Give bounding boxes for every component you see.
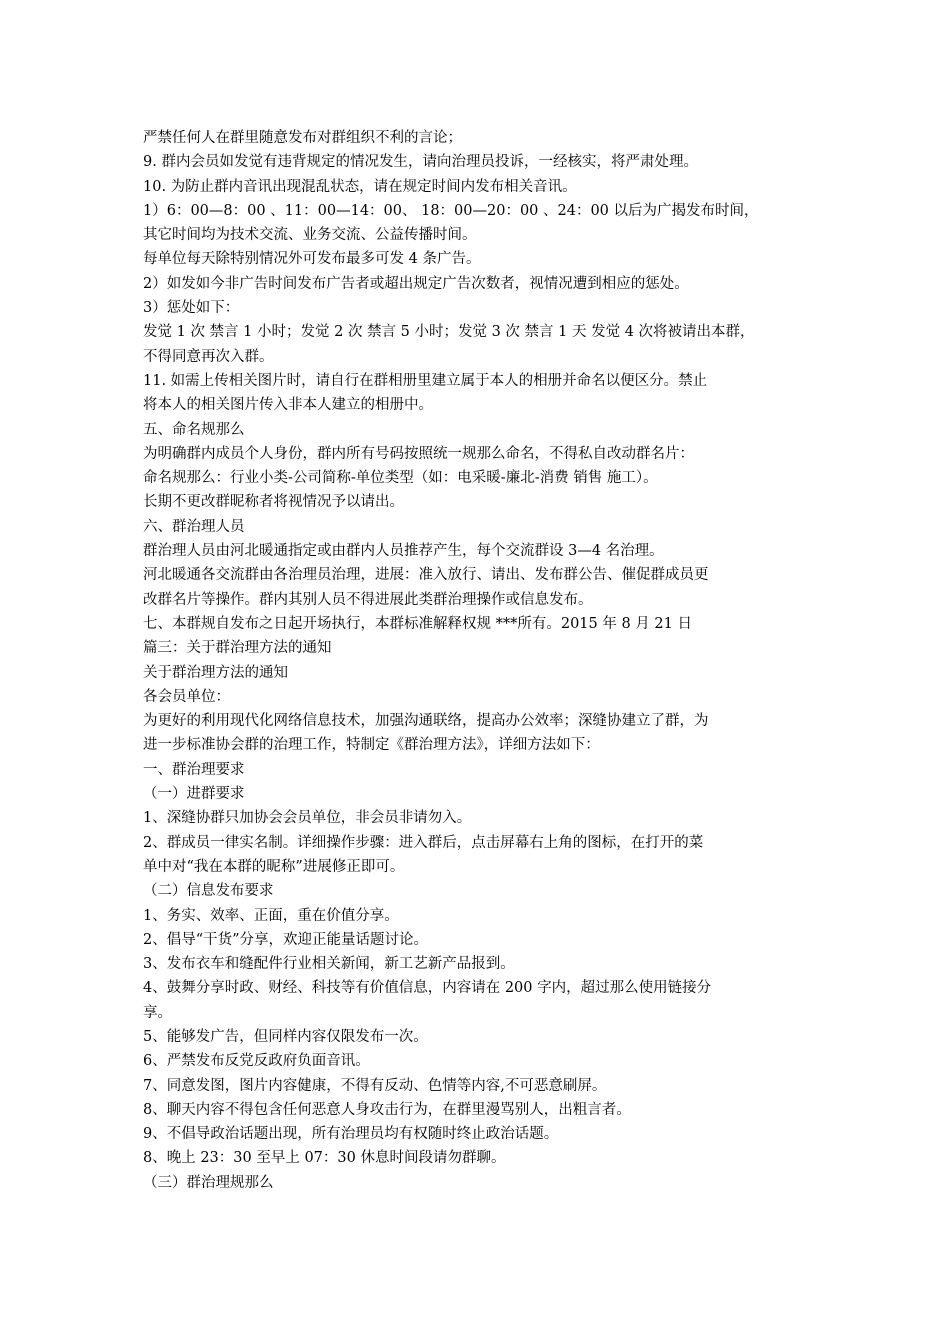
subsection-heading: （一）进群要求 <box>143 786 245 803</box>
text-line: 享。 <box>143 1004 172 1021</box>
text-line: 每单位每天除特别情况外可发布最多可发 4 条广告。 <box>143 251 481 268</box>
text-line: 8、晚上 23：30 至早上 07：30 休息时间段请勿群聊。 <box>143 1150 506 1167</box>
text-line: 9. 群内会员如发觉有违背规定的情况发生，请向治理员投诉，一经核实，将严肃处理。 <box>143 154 698 171</box>
text-line: 发觉 1 次 禁言 1 小时；发觉 2 次 禁言 5 小时；发觉 3 次 禁言 1 天 发觉 4 次将被请出本群， <box>143 324 755 341</box>
text-line: 3）惩处如下： <box>143 300 240 317</box>
document-body <box>143 126 823 1195</box>
text-line: 9、不倡导政治话题出现，所有治理员均有权随时终止政治话题。 <box>143 1126 559 1143</box>
text-line: 7、同意发图，图片内容健康，不得有反动、色情等内容,不可恶意刷屏。 <box>143 1077 607 1094</box>
text-line: 5、能够发广告，但同样内容仅限发布一次。 <box>143 1028 428 1045</box>
text-line: 其它时间均为技术交流、业务交流、公益传播时间。 <box>143 227 477 244</box>
text-line: 命名规那么：行业小类-公司简称-单位类型（如：电采暖-廉北-消费 销售 施工）。 <box>143 470 658 487</box>
text-line: 3、发布衣车和缝配件行业相关新闻，新工艺新产品报到。 <box>143 956 515 973</box>
text-line: 改群名片等操作。群内其别人员不得进展此类群治理操作或信息发布。 <box>143 591 593 608</box>
salutation: 各会员单位： <box>143 688 230 705</box>
article-title: 篇三：关于群治理方法的通知 <box>143 640 332 657</box>
text-line: 10. 为防止群内音讯出现混乱状态，请在规定时间内发布相关音讯。 <box>143 178 577 195</box>
text-line: 4、鼓舞分享时政、财经、科技等有价值信息，内容请在 200 字内，超过那么使用链接分 <box>143 980 712 997</box>
notice-title: 关于群治理方法的通知 <box>143 664 288 681</box>
section-heading: 五、命名规那么 <box>143 421 245 438</box>
subsection-heading: （三）群治理规那么 <box>143 1174 274 1191</box>
text-line: 进一步标准协会群的治理工作，特制定《群治理方法》，详细方法如下： <box>143 737 600 754</box>
text-line: 群治理人员由河北暖通指定或由群内人员推荐产生，每个交流群设 3—4 名治理。 <box>143 543 664 560</box>
text-line: 河北暖通各交流群由各治理员治理，进展：准入放行、请出、发布群公告、催促群成员更 <box>143 567 709 584</box>
text-line: 为明确群内成员个人身份，群内所有号码按照统一规那么命名，不得私自改动群名片： <box>143 445 694 462</box>
text-line: 2）如发如今非广告时间发布广告者或超出规定广告次数者，视情况遭到相应的惩处。 <box>143 275 689 292</box>
text-line: 将本人的相关图片传入非本人建立的相册中。 <box>143 397 433 414</box>
text-line: 严禁任何人在群里随意发布对群组织不利的言论； <box>143 130 462 146</box>
text-line: 1）6：00—8：00 、11：00—14：00、 18：00—20：00 、24：00 以后为广揭发布时间， <box>143 202 759 219</box>
text-line: 1、务实、效率、正面，重在价值分享。 <box>143 907 399 924</box>
text-line: 单中对“我在本群的昵称”进展修正即可。 <box>143 858 405 875</box>
text-line: 为更好的利用现代化网络信息技术，加强沟通联络，提高办公效率；深缝协建立了群，为 <box>143 713 709 730</box>
section-heading: 六、群治理人员 <box>143 518 245 535</box>
text-line: 2、群成员一律实名制。详细操作步骤：进入群后，点击屏幕右上角的图标，在打开的菜 <box>143 834 704 851</box>
text-line: 6、严禁发布反党反政府负面音讯。 <box>143 1053 370 1070</box>
text-line: 不得同意再次入群。 <box>143 348 274 365</box>
section-heading: 一、群治理要求 <box>143 761 245 778</box>
text-line: 1、深缝协群只加协会会员单位，非会员非请勿入。 <box>143 810 472 827</box>
text-line: 8、聊天内容不得包含任何恶意人身攻击行为，在群里漫骂别人，出粗言者。 <box>143 1101 631 1118</box>
text-line: 11. 如需上传相关图片时，请自行在群相册里建立属于本人的相册并命名以便区分。禁止 <box>143 372 708 389</box>
subsection-heading: （二）信息发布要求 <box>143 883 274 900</box>
section-heading: 七、本群规自发布之日起开场执行，本群标准解释权规 ***所有。2015 年 8 月 21 日 <box>143 615 692 632</box>
text-line: 2、倡导“干货”分享，欢迎正能量话题讨论。 <box>143 931 429 948</box>
text-line: 长期不更改群昵称者将视情况予以请出。 <box>143 494 404 511</box>
